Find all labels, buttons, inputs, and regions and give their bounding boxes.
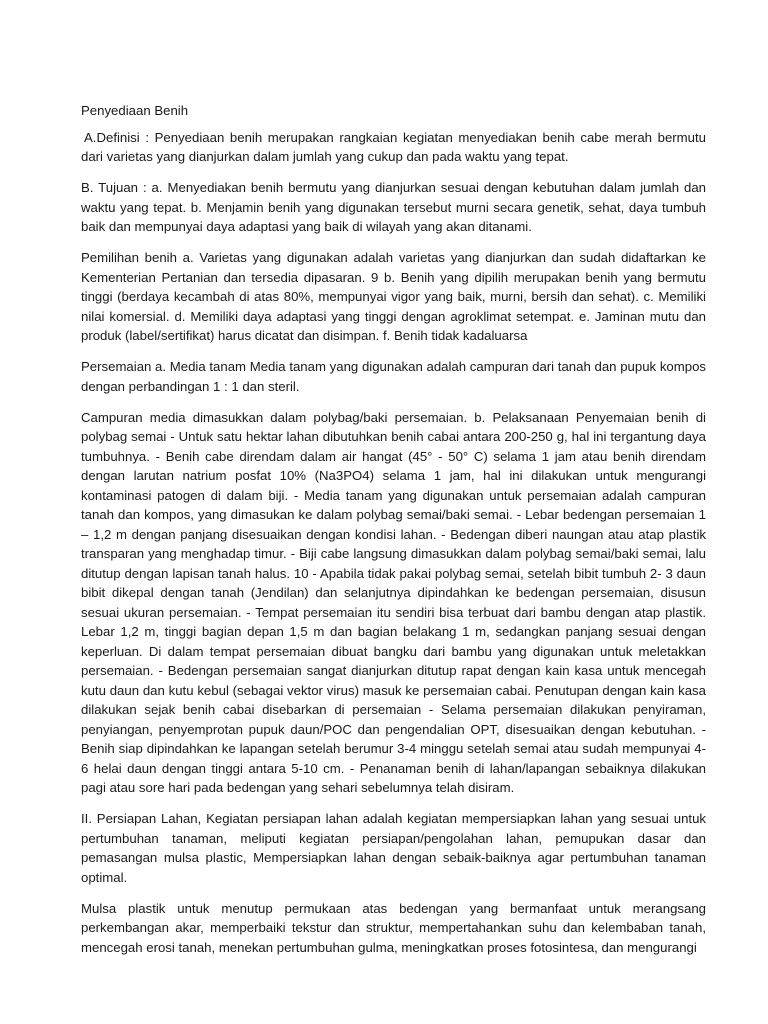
paragraph-tujuan: B. Tujuan : a. Menyediakan benih bermutu yang dianjurkan sesuai dengan kebutuhan dalam jumlah dan waktu yang tepat. b. Menjamin benih yang digunakan tersebut murni secara genetik, sehat, daya tumbuh baik dan mempunyai daya adaptasi yang baik di wilayah yang akan ditanami.	[81, 180, 706, 234]
paragraph-definisi: A.Definisi : Penyediaan benih merupakan rangkaian kegiatan menyediakan benih cabe merah bermutu dari varietas yang dianjurkan dalam jumlah yang cukup dan pada waktu yang tepat.	[81, 129, 706, 164]
paragraph-pemilihan-benih: Pemilihan benih a. Varietas yang digunakan adalah varietas yang dianjurkan dan sudah didaftarkan ke Kementerian Pertanian dan tersedia dipasaran. 9 b. Benih yang dipilih merupakan benih yang bermutu tinggi (berdaya kecambah di atas 80%, mempunyai vigor yang baik, murni, bersih dan sehat). c. Memiliki nilai komersial. d. Memiliki daya adaptasi yang tinggi dengan agroklimat setempat. e. Jaminan mutu dan produk (label/sertifikat) harus dicatat dan disimpan. f. Benih tidak kadaluarsa	[81, 250, 706, 343]
paragraph-campuran-media: Campuran media dimasukkan dalam polybag/baki persemaian. b. Pelaksanaan Penyemaian benih di polybag semai - Untuk satu hektar lahan dibutuhkan benih cabai antara 200-250 g, hal ini tergantung daya tumbuhnya. - Benih cabe direndam dalam air hangat (45° - 50° C) selama 1 jam atau benih direndam dengan larutan natrium posfat 10% (Na3PO4) selama 1 jam, hal ini dilakukan untuk mengurangi kontaminasi patogen di dalam biji. - Media tanam yang digunakan untuk persemaian adalah campuran tanah dan kompos, yang dimasukan ke dalam polybag semai/baki semai. - Lebar bedengan persemaian 1 – 1,2 m dengan panjang disesuaikan dengan kondisi lahan. - Bedengan diberi naungan atau atap plastik transparan yang menghadap timur. - Biji cabe langsung dimasukkan dalam polybag semai/baki semai, lalu ditutup dengan lapisan tanah halus. 10 - Apabila tidak pakai polybag semai, setelah bibit tumbuh 2- 3 daun bibit dikepal dengan tanah (Jendilan) dan selanjutnya dipindahkan ke bedengan persemaian, disusun sesuai ukuran persemaian. - Tempat persemaian itu sendiri bisa terbuat dari bambu dengan atap plastik. Lebar 1,2 m, tinggi bagian depan 1,5 m dan bagian belakang 1 m, sedangkan panjang sesuai dengan keperluan. Di dalam tempat persemaian dibuat bangku dari bambu yang digunakan untuk meletakkan persemaian. - Bedengan persemaian sangat dianjurkan ditutup rapat dengan kain kasa untuk mencegah kutu daun dan kutu kebul (sebagai vektor virus) masuk ke persemaian cabai. Penutupan dengan kain kasa dilakukan sejak benih cabai disebarkan di persemaian - Selama persemaian dilakukan penyiraman, penyiangan, penyemprotan pupuk daun/POC dan pengendalian OPT, disesuaikan dengan kebutuhan. - Benih siap dipindahkan ke lapangan setelah berumur 3-4 minggu setelah semai atau sudah mempunyai 4-6 helai daun dengan tinggi antara 5-10 cm. - Penanaman benih di lahan/lapangan sebaiknya dilakukan pagi atau sore hari pada bedengan yang sehari sebelumnya telah disiram.	[81, 409, 706, 795]
paragraph-persiapan-lahan: II. Persiapan Lahan, Kegiatan persiapan lahan adalah kegiatan mempersiapkan lahan yang sesuai untuk pertumbuhan tanaman, meliputi kegiatan persiapan/pengolahan lahan, pemupukan dasar dan pemasangan mulsa plastic, Mempersiapkan lahan dengan sebaik-baiknya agar pertumbuhan tanaman optimal.	[81, 811, 706, 885]
document-title: Penyediaan Benih	[81, 103, 189, 118]
paragraph-persemaian: Persemaian a. Media tanam Media tanam yang digunakan adalah campuran dari tanah dan pupuk kompos dengan perbandingan 1 : 1 dan steril.	[81, 359, 706, 394]
paragraph-mulsa-plastik: Mulsa plastik untuk menutup permukaan atas bedengan yang bermanfaat untuk merangsang perkembangan akar, memperbaiki tekstur dan struktur, mempertahankan suhu dan kelembaban tanah, mencegah erosi tanah, menekan pertumbuhan gulma, meningkatkan proses fotosintesa, dan mengurangi	[81, 900, 706, 955]
